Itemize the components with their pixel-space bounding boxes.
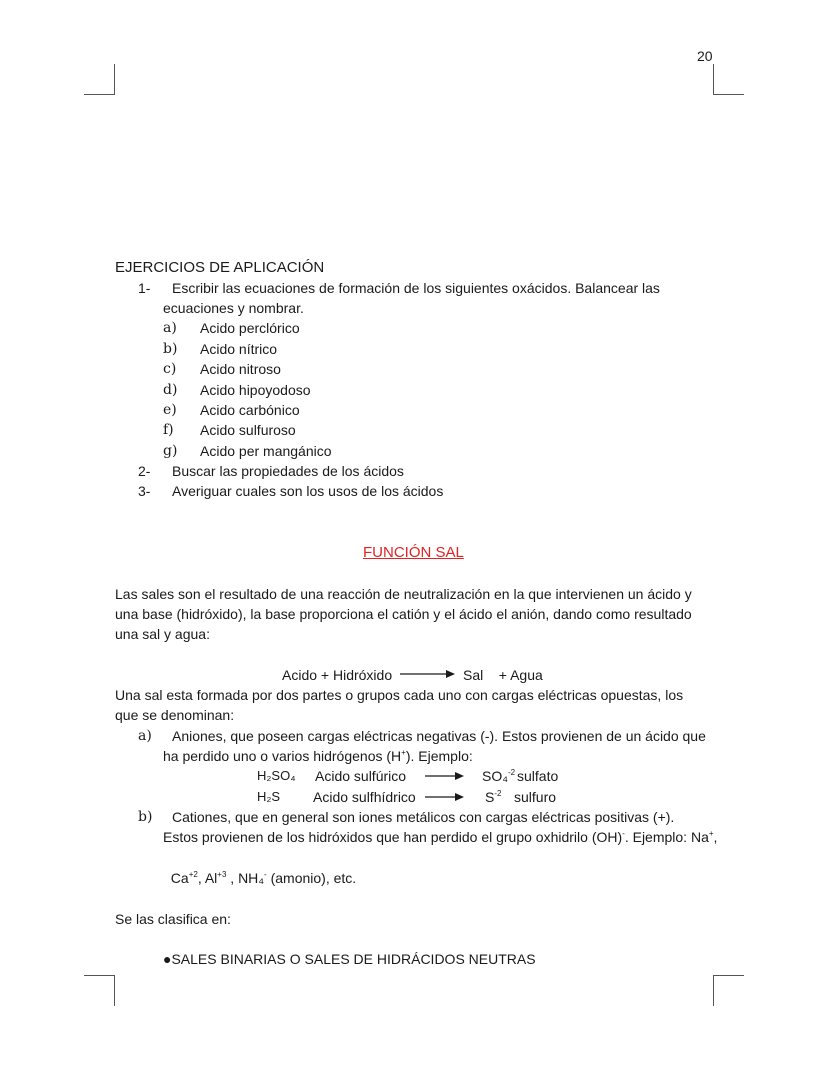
cations-line2: [163, 827, 717, 847]
parts-line-2: que se denominan:: [115, 707, 235, 723]
subitem-f-text: Acido sulfuroso: [200, 422, 296, 438]
exercise-3-text: Averiguar cuales son los usos de los ácidos: [172, 483, 444, 499]
cation-tail: (amonio), etc.: [266, 870, 357, 886]
cations-line2-sup2: +: [708, 829, 714, 838]
exercise-1-line2: ecuaciones y nombrar.: [163, 300, 304, 316]
exercise-1-line1: Escribir las ecuaciones de formación de los siguientes oxácidos. Balancear las: [172, 280, 660, 296]
anion-example-1-ion-charge: -2: [507, 768, 516, 777]
cation-al-charge: +3: [217, 870, 227, 879]
subitem-e-text: Acido carbónico: [200, 402, 300, 418]
subitem-d-text: Acido hipoyodoso: [200, 382, 311, 398]
anion-example-2-ion-name: sulfuro: [514, 789, 557, 805]
subitem-b-letter: b): [163, 341, 178, 357]
cation-ca: Ca: [170, 870, 189, 886]
anion-example-2-ion: [485, 787, 501, 807]
anions-line2-post: ). Ejemplo:: [405, 748, 473, 764]
subitem-d-letter: d): [163, 382, 178, 398]
cations-line1: Cationes, que en general son iones metálicos con cargas eléctricas positivas (+).: [172, 809, 675, 825]
anion-example-2-ion-base: S: [485, 789, 495, 805]
exercise-2-text: Buscar las propiedades de los ácidos: [172, 463, 404, 479]
anion-example-1-formula: H₂SO₄: [257, 768, 296, 783]
exercise-2-number: 2-: [138, 463, 151, 479]
subitem-c-text: Acido nitroso: [200, 361, 281, 377]
section-title: FUNCIÓN SAL: [363, 544, 464, 561]
anion-example-2-ion-charge: -2: [494, 789, 502, 798]
crop-mark-top-right-h: [713, 94, 744, 95]
equation-right: Sal + Agua: [463, 667, 543, 683]
intro-line-3: una sal y agua:: [115, 626, 210, 642]
exercises-title: EJERCICIOS DE APLICACIÓN: [115, 259, 325, 276]
bullet-dot-icon: ●: [163, 951, 172, 967]
crop-mark-bottom-right-h: [713, 975, 744, 976]
crop-mark-top-left-h: [84, 94, 115, 95]
anions-letter: a): [138, 728, 152, 744]
cation-al: , Al: [197, 870, 218, 886]
cations-line3: [163, 848, 356, 888]
anion-example-2-formula: H₂S: [257, 789, 281, 804]
bullet-item: [163, 949, 536, 969]
crop-mark-bottom-left-h: [84, 975, 115, 976]
anion-example-2-name: Acido sulfhídrico: [313, 789, 416, 805]
intro-line-1: Las sales son el resultado de una reacción de neutralización en la que intervienen un ácido y: [115, 586, 692, 602]
anions-line2-pre: ha perdido uno o varios hidrógenos (H: [163, 748, 402, 764]
subitem-f-letter: f): [163, 422, 174, 438]
cations-line2-end: ,: [713, 829, 718, 845]
equation-left: Acido + Hidróxido: [282, 667, 393, 683]
cations-line2-post: . Ejemplo: Na: [624, 829, 709, 845]
subitem-b-text: Acido nítrico: [200, 341, 278, 357]
subitem-e-letter: e): [163, 402, 177, 418]
page-number: 20: [697, 48, 713, 64]
crop-mark-bottom-right-v: [713, 975, 714, 1006]
crop-mark-top-left-v: [114, 64, 115, 94]
cation-nh4: , NH₄: [226, 870, 265, 886]
anion-example-1-ion-base: SO₄: [482, 768, 508, 784]
cation-ca-charge: +2: [188, 870, 198, 879]
cations-letter: b): [138, 809, 153, 825]
cations-line2-sup: -: [622, 829, 625, 838]
intro-line-2: una base (hidróxido), la base proporciona el catión y el ácido el anión, dando como resultado: [115, 606, 692, 622]
anions-line2-sup: +: [401, 748, 406, 757]
anion-example-1-arrow: [425, 768, 465, 784]
subitem-g-letter: g): [163, 443, 178, 459]
classify-text: Se las clasifica en:: [115, 911, 231, 927]
exercise-3-number: 3-: [138, 483, 151, 499]
subitem-a-letter: a): [163, 320, 177, 336]
parts-line-1: Una sal esta formada por dos partes o grupos cada uno con cargas eléctricas opuestas, los: [115, 687, 684, 703]
anion-example-1-ion-name: sulfato: [517, 768, 559, 784]
equation-arrow: [400, 666, 456, 682]
subitem-g-text: Acido per mangánico: [200, 443, 332, 459]
subitem-c-letter: c): [163, 361, 177, 377]
bullet-text: SALES BINARIAS O SALES DE HIDRÁCIDOS NEUTRAS: [171, 951, 536, 967]
anion-example-1-ion: [482, 766, 515, 786]
cation-nh4-charge: -: [264, 870, 267, 879]
anions-line2: [163, 746, 473, 766]
crop-mark-top-right-v: [713, 64, 714, 94]
subitem-a-text: Acido perclórico: [200, 320, 300, 336]
exercise-1-number: 1-: [138, 280, 151, 296]
cations-line2-pre: Estos provienen de los hidróxidos que han perdido el grupo oxhidrilo (OH): [163, 829, 623, 845]
anions-line1: Aniones, que poseen cargas eléctricas negativas (-). Estos provienen de un ácido que: [172, 728, 706, 744]
anion-example-2-arrow: [425, 789, 465, 805]
anion-example-1-name: Acido sulfúrico: [315, 768, 407, 784]
crop-mark-bottom-left-v: [114, 975, 115, 1006]
